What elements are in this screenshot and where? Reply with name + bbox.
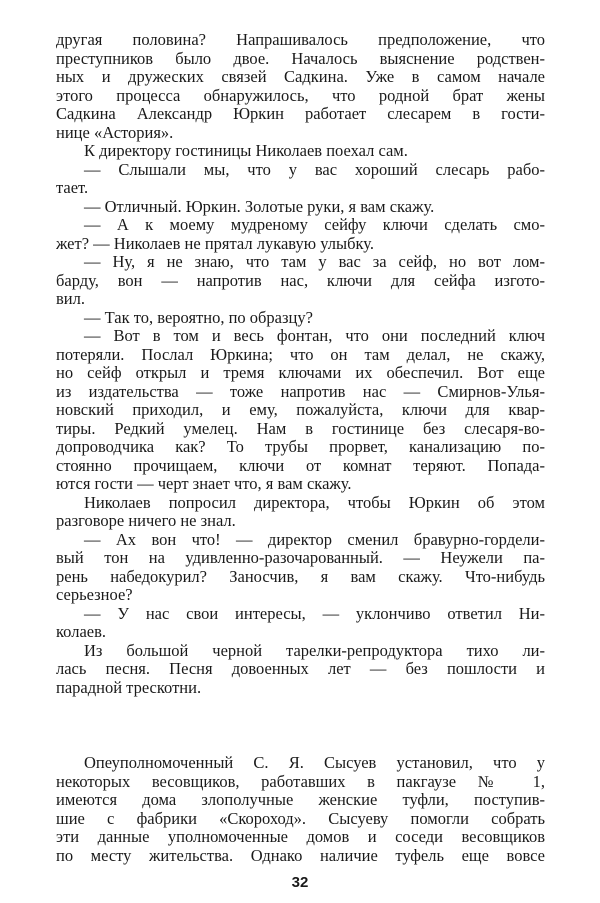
text-line: потеряли. Послал Юркина; что он там делал, не скажу, xyxy=(56,345,545,364)
text-line: вый тон на удивленно-разочарованный. — Неужели па- xyxy=(56,549,545,567)
text-line: лась песня. Песня довоенных лет — без пошлости и xyxy=(56,660,545,678)
text-line: из издательства — тоже напротив нас — Смирнов-Улья- xyxy=(56,382,545,401)
text-line: другая половина? Напрашивалось предположение, что xyxy=(56,31,545,49)
text-line: К директору гостиницы Николаев поехал сам. xyxy=(84,142,408,160)
text-line: этого процесса обнаружилось, что родной брат жены xyxy=(56,86,545,105)
text-line: — Отличный. Юркин. Золотые руки, я вам скажу. xyxy=(84,197,435,216)
text-block-dialogue xyxy=(56,31,545,697)
text-line: ных и дружеских связей Садкина. Уже в самом начале xyxy=(56,68,545,86)
text-line: Николаев попросил директора, чтобы Юркин об этом xyxy=(84,493,545,512)
text-line: — Так то, вероятно, по образцу? xyxy=(84,308,313,327)
text-line: ются гости — черт знает что, я вам скажу. xyxy=(56,475,352,493)
text-line: нице «Астория». xyxy=(56,123,174,142)
text-line: Садкина Александр Юркин работает слесарем в гости- xyxy=(56,105,545,123)
text-line: колаев. xyxy=(56,623,107,641)
text-line: — Вот в том и весь фонтан, что они последний ключ xyxy=(84,327,545,345)
text-line: тает. xyxy=(56,179,89,197)
text-line: барду, вон — напротив нас, ключи для сейфа изгото- xyxy=(56,271,545,290)
text-line: новский приходил, и ему, пожалуйста, ключи для квар- xyxy=(56,401,545,419)
text-line: — А к моему мудреному сейфу ключи сделать смо- xyxy=(84,216,545,234)
text-line: шие с фабрики «Скороход». Сысуеву помогли собрать xyxy=(56,809,545,828)
text-line: — Ну, я не знаю, что там у вас за сейф, но вот лом- xyxy=(84,253,545,271)
text-line: рень набедокурил? Заносчив, я вам скажу. Что-нибудь xyxy=(56,567,545,586)
text-line: парадной трескотни. xyxy=(56,678,202,697)
text-line: некоторых весовщиков, работавших в пакгаузе № 1, xyxy=(56,772,545,791)
text-line: по месту жительства. Однако наличие туфель еще вовсе xyxy=(56,846,545,865)
text-line: тиры. Редкий умелец. Нам в гостинице без слесаря-во- xyxy=(56,419,545,438)
text-line: разговоре ничего не знал. xyxy=(56,512,236,530)
text-line: — Слышали мы, что у вас хороший слесарь рабо- xyxy=(84,160,545,179)
page-number: 32 xyxy=(291,874,309,891)
text-line: но сейф открыл и тремя ключами их обеспечил. Вот еще xyxy=(56,364,545,382)
text-line: стоянно прочищаем, ключи от комнат теряют. Попада- xyxy=(56,456,545,475)
text-line: — У нас свои интересы, — уклончиво ответил Ни- xyxy=(84,604,545,623)
text-line: — Ах вон что! — директор сменил бравурно-гордели- xyxy=(84,530,545,549)
text-line: Опеуполномоченный С. Я. Сысуев установил, что у xyxy=(84,754,545,772)
text-line: эти данные уполномоченные домов и соседи весовщиков xyxy=(56,828,545,846)
text-block-new-section xyxy=(56,754,545,865)
text-line: Из большой черной тарелки-репродуктора тихо ли- xyxy=(84,641,545,660)
text-line: допроводчика как? То трубы прорвет, канализацию по- xyxy=(56,438,545,456)
text-line: преступников было двое. Началось выяснение родствен- xyxy=(56,49,545,68)
text-line: вил. xyxy=(56,290,85,308)
text-line: имеются дома злополучные женские туфли, поступив- xyxy=(56,791,545,809)
text-line: серьезное? xyxy=(56,586,133,604)
text-line: жет? — Николаев не прятал лукавую улыбку. xyxy=(56,234,374,253)
